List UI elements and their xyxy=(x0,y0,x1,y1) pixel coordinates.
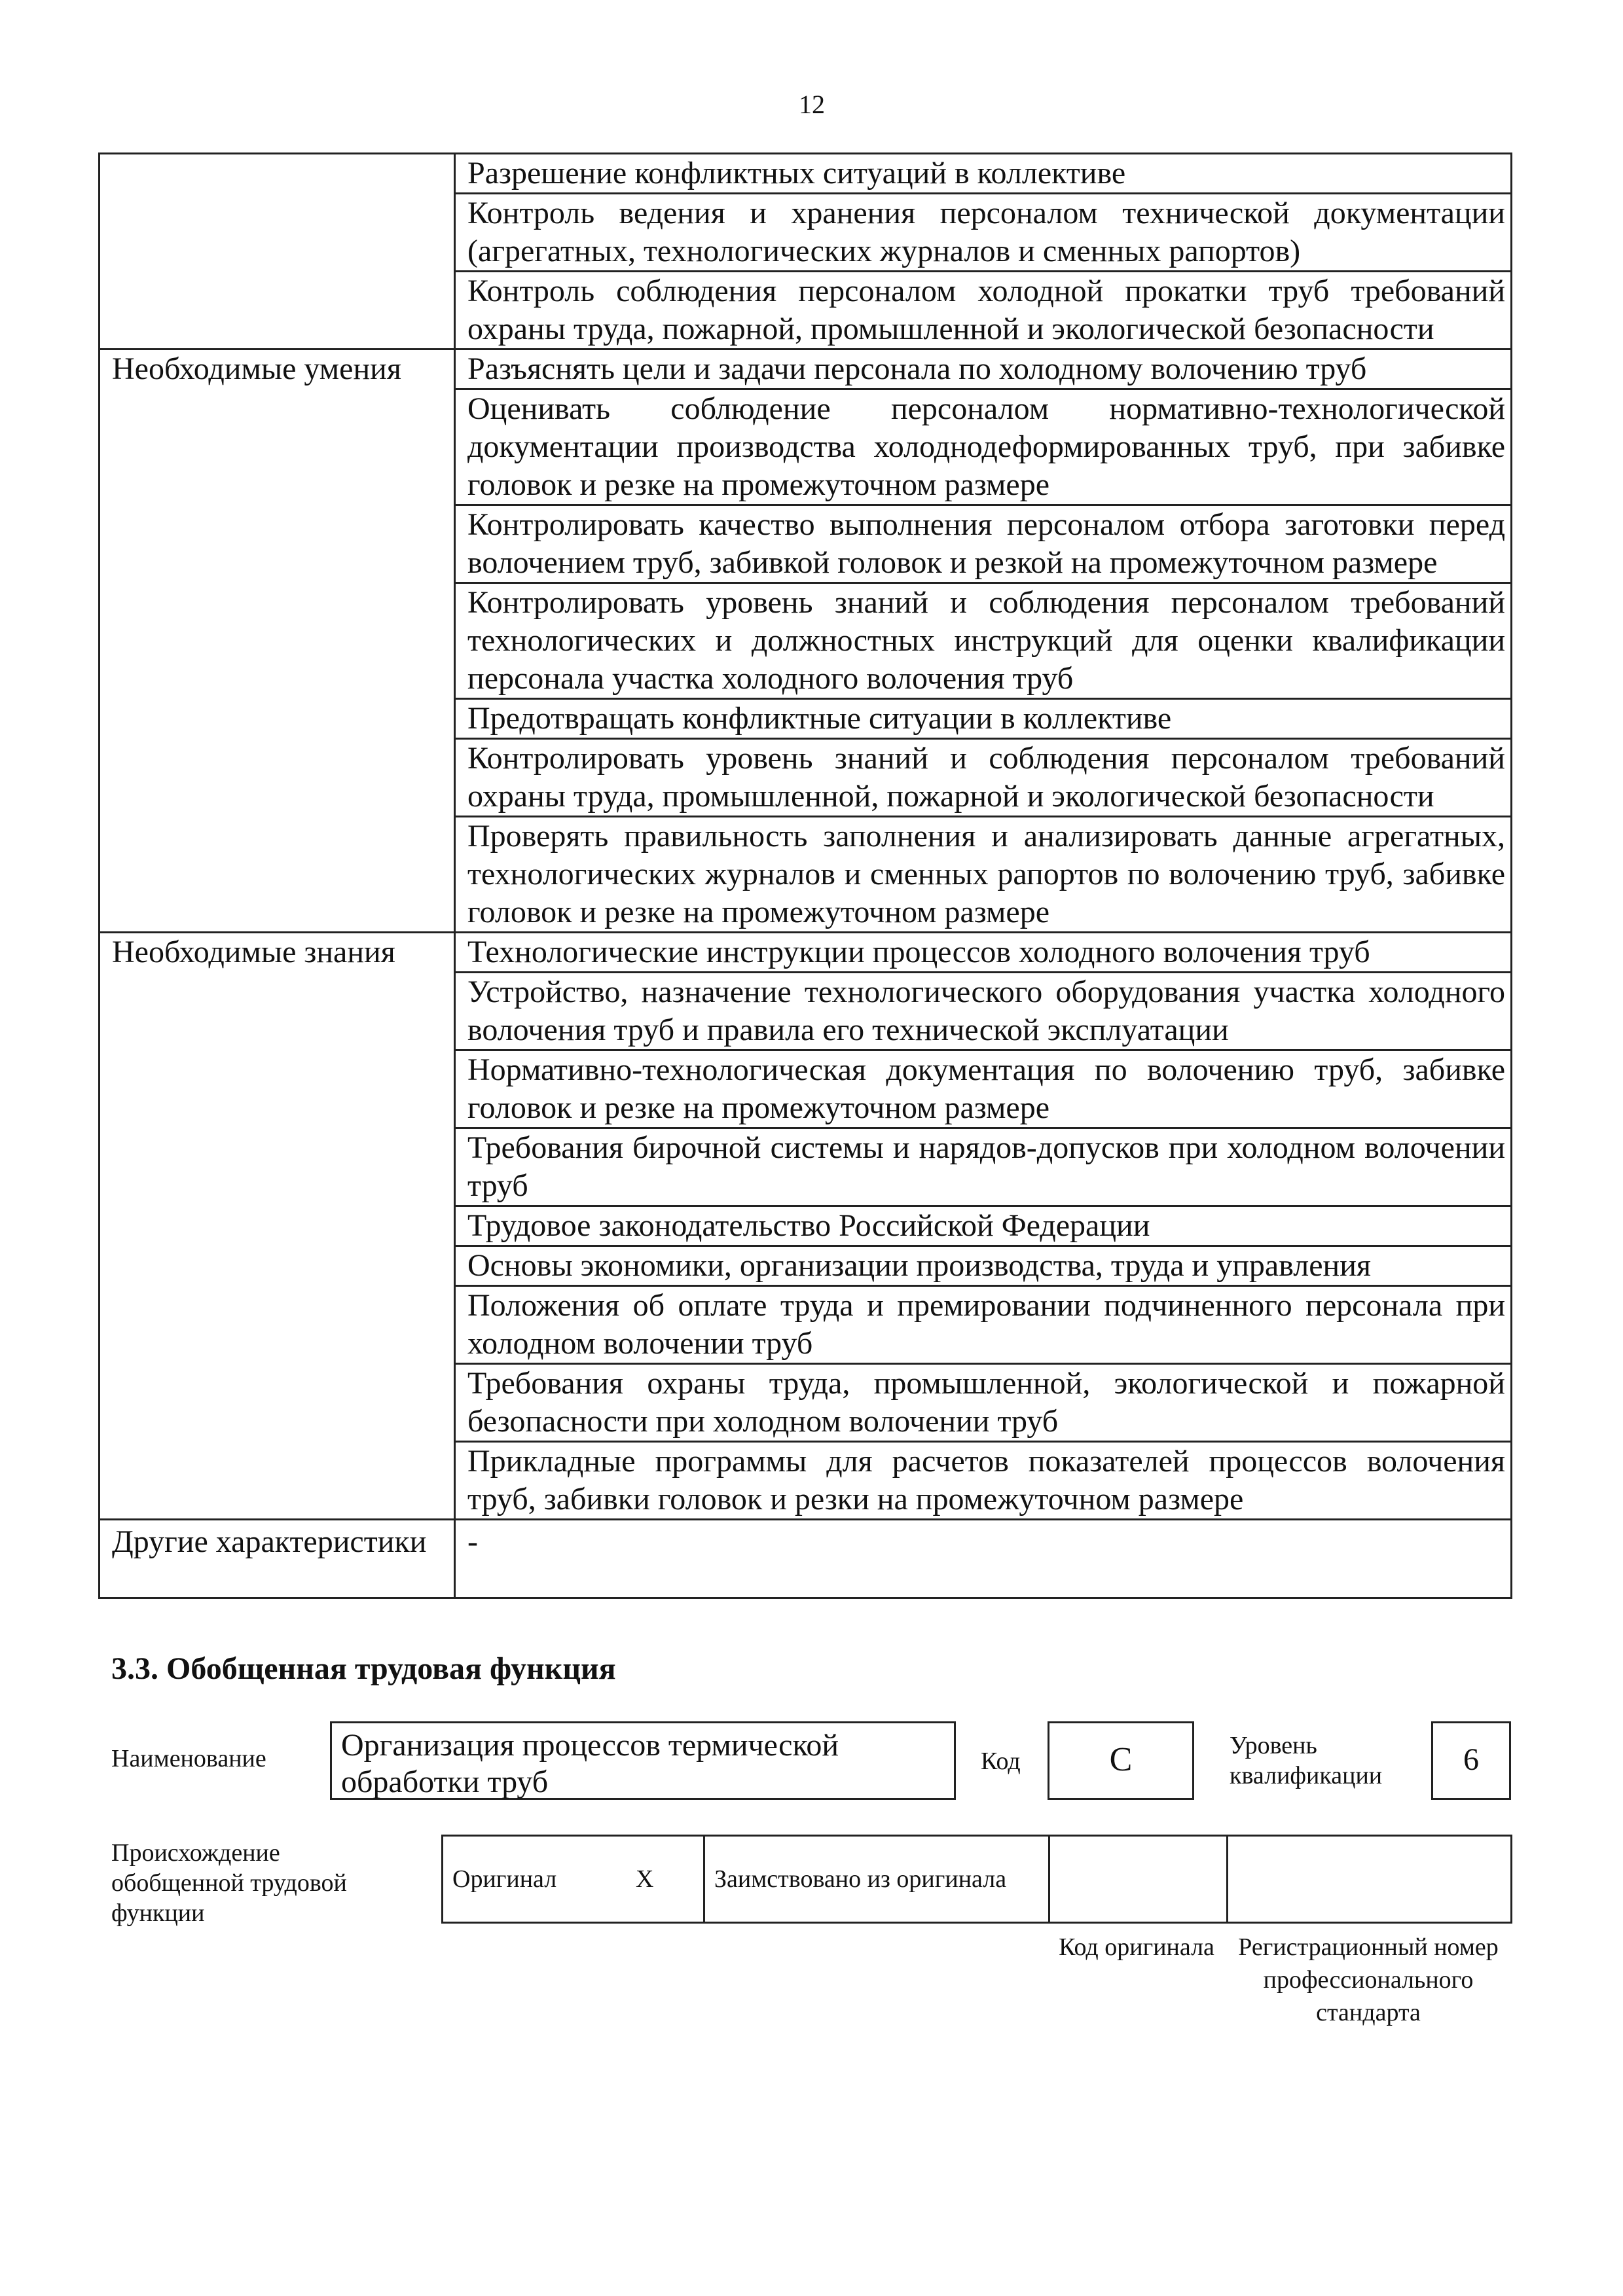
table-category-cell xyxy=(100,154,455,350)
origin-table xyxy=(441,1835,1512,1924)
table-cell-text: Требования охраны труда, промышленной, экологической и пожарной безопасности при холодном волочении труб xyxy=(455,1364,1512,1442)
skills-knowledge-table xyxy=(98,152,1512,1599)
table-cell-text: Технологические инструкции процессов холодного волочения труб xyxy=(455,933,1512,973)
reg-number-label: Регистрационный номер профессионального стандарта xyxy=(1238,1933,1499,2026)
table-row xyxy=(100,933,1512,973)
table-cell-text: Контроль ведения и хранения персоналом технической документации (агрегатных, технологических журналов и сменных рапортов) xyxy=(455,194,1512,272)
original-label: Оригинал xyxy=(443,1836,587,1923)
code-original-label: Код оригинала xyxy=(1059,1933,1214,1961)
origin-label: Происхождение обобщенной трудовой функции xyxy=(111,1839,347,1927)
code-label: Код xyxy=(981,1748,1021,1775)
name-value-box: Организация процессов термической обработки труб xyxy=(330,1721,956,1800)
table-row xyxy=(100,1520,1512,1598)
table-cell-text: Нормативно-технологическая документация по волочению труб, забивке головок и резке на промежуточном размере xyxy=(455,1050,1512,1128)
table-cell-text: Контролировать качество выполнения персоналом отбора заготовки перед волочением труб, забивкой головок и резкой на промежуточном размере xyxy=(455,505,1512,583)
code-value-box: C xyxy=(1048,1721,1194,1800)
table-cell-text: - xyxy=(455,1520,1512,1598)
table-cell-text: Требования бирочной системы и нарядов-допусков при холодном волочении труб xyxy=(455,1128,1512,1206)
name-label: Наименование xyxy=(111,1745,266,1772)
reg-number-cell xyxy=(1228,1836,1512,1923)
table-cell-text: Устройство, назначение технологического оборудования участка холодного волочения труб и правила его технической эксплуатации xyxy=(455,973,1512,1050)
level-value-box: 6 xyxy=(1431,1721,1511,1800)
table-cell-text: Проверять правильность заполнения и анализировать данные агрегатных, технологических журналов и сменных рапортов по волочению труб, забивке головок и резке на промежуточном размере xyxy=(455,817,1512,933)
table-row xyxy=(100,154,1512,194)
table-category-skills: Необходимые умения xyxy=(100,350,455,933)
section-heading: 3.3. Обобщенная трудовая функция xyxy=(111,1651,616,1686)
table-cell-text: Оценивать соблюдение персоналом нормативно-технологической документации производства холоднодеформированных труб, при забивке головок и резке на промежуточном размере xyxy=(455,389,1512,505)
page-number: 12 xyxy=(799,90,825,119)
table-cell-text: Положения об оплате труда и премировании подчиненного персонала при холодном волочении труб xyxy=(455,1286,1512,1364)
code-original-cell xyxy=(1049,1836,1228,1923)
table-cell-text: Разрешение конфликтных ситуаций в коллективе xyxy=(455,154,1512,194)
table-cell-text: Контролировать уровень знаний и соблюдения персоналом требований охраны труда, промышленной, пожарной и экологической безопасности xyxy=(455,739,1512,817)
table-cell-text: Прикладные программы для расчетов показателей процессов волочения труб, забивки головок и резки на промежуточном размере xyxy=(455,1442,1512,1520)
borrowed-label: Заимствовано из оригинала xyxy=(704,1836,1049,1923)
table-row xyxy=(443,1836,1512,1923)
table-cell-text: Трудовое законодательство Российской Федерации xyxy=(455,1206,1512,1246)
table-cell-text: Предотвращать конфликтные ситуации в коллективе xyxy=(455,699,1512,739)
level-label: Уровень квалификации xyxy=(1230,1732,1383,1789)
table-cell-text: Контролировать уровень знаний и соблюдения персоналом требований технологических и должностных инструкций для оценки квалификации персонала участка холодного волочения труб xyxy=(455,583,1512,699)
table-category-knowledge: Необходимые знания xyxy=(100,933,455,1520)
table-category-other: Другие характеристики xyxy=(100,1520,455,1598)
table-cell-text: Контроль соблюдения персоналом холодной прокатки труб требований охраны труда, пожарной, промышленной и экологической безопасности xyxy=(455,272,1512,350)
table-cell-text: Основы экономики, организации производства, труда и управления xyxy=(455,1246,1512,1286)
original-mark: X xyxy=(587,1836,704,1923)
table-row xyxy=(100,350,1512,389)
table-cell-text: Разъяснять цели и задачи персонала по холодному волочению труб xyxy=(455,350,1512,389)
